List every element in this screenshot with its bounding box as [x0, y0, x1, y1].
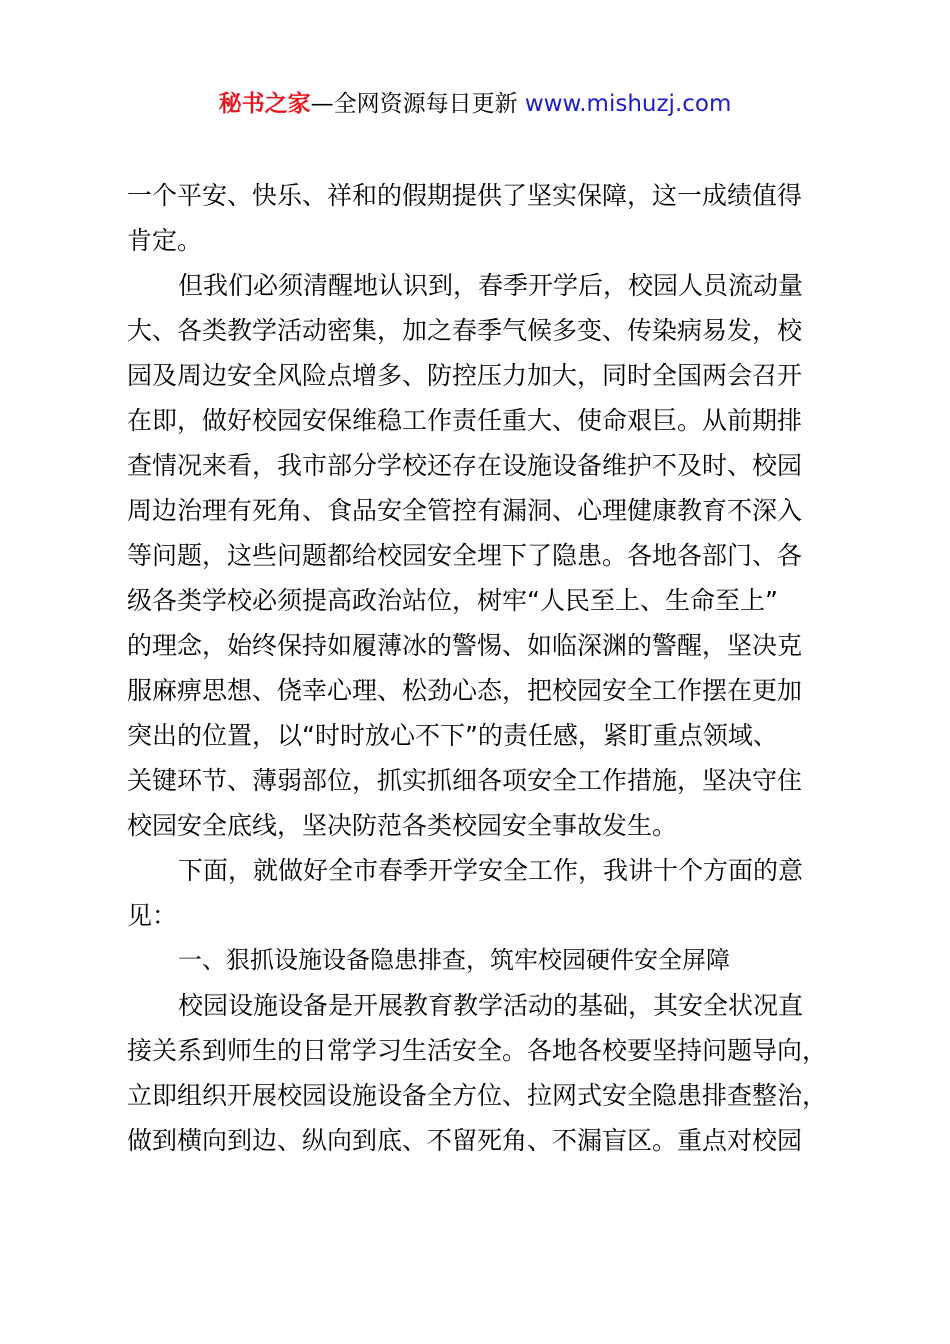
text-line: 一个平安、快乐、祥和的假期提供了坚实保障，这一成绩值得 — [127, 181, 803, 210]
text-line: 在即，做好校园安保维稳工作责任重大、使命艰巨。从前期排 — [127, 406, 803, 435]
brand-name: 秘书之家 — [218, 91, 311, 117]
text-line: 做到横向到边、纵向到底、不留死角、不漏盲区。重点对校园 — [127, 1126, 803, 1155]
paragraph-start: 但我们必须清醒地认识到，春季开学后，校园人员流动量 — [178, 271, 804, 300]
text-line: 级各类学校必须提高政治站位，树牢“人民至上、生命至上” — [127, 586, 778, 615]
section-heading: 一、狠抓设施设备隐患排查，筑牢校园硬件安全屏障 — [178, 946, 730, 974]
text-line: 查情况来看，我市部分学校还存在设施设备维护不及时、校园 — [127, 451, 803, 480]
paragraph-start: 校园设施设备是开展教育教学活动的基础，其安全状况直 — [178, 991, 804, 1020]
text-line: 周边治理有死角、食品安全管控有漏洞、心理健康教育不深入 — [127, 496, 803, 525]
paragraph-start: 下面，就做好全市春季开学安全工作，我讲十个方面的意 — [178, 856, 804, 885]
header-tagline: —全网资源每日更新 — [310, 91, 525, 117]
text-line: 校园安全底线，坚决防范各类校园安全事故发生。 — [127, 811, 678, 840]
text-line: 肯定。 — [127, 226, 203, 255]
text-line: 关键环节、薄弱部位，抓实抓细各项安全工作措施，坚决守住 — [127, 766, 803, 795]
text-line: 见： — [127, 901, 178, 930]
text-line: 园及周边安全风险点增多、防控压力加大，同时全国两会召开 — [127, 361, 803, 390]
text-line: 的理念，始终保持如履薄冰的警惕、如临深渊的警醒，坚决克 — [127, 631, 803, 660]
text-line: 大、各类教学活动密集，加之春季气候多变、传染病易发，校 — [127, 316, 803, 345]
text-line: 等问题，这些问题都给校园安全埋下了隐患。各地各部门、各 — [127, 541, 803, 570]
text-line: 立即组织开展校园设施设备全方位、拉网式安全隐患排查整治， — [127, 1081, 828, 1110]
watermark-header — [0, 86, 950, 122]
text-line: 服麻痹思想、侥幸心理、松劲心态，把校园安全工作摆在更加 — [127, 676, 803, 705]
document-body — [127, 173, 837, 1163]
text-line: 突出的位置，以“时时放心不下”的责任感，紧盯重点领域、 — [127, 721, 778, 750]
site-url[interactable]: www.mishuzj.com — [524, 91, 732, 117]
text-line: 接关系到师生的日常学习生活安全。各地各校要坚持问题导向， — [127, 1036, 828, 1065]
